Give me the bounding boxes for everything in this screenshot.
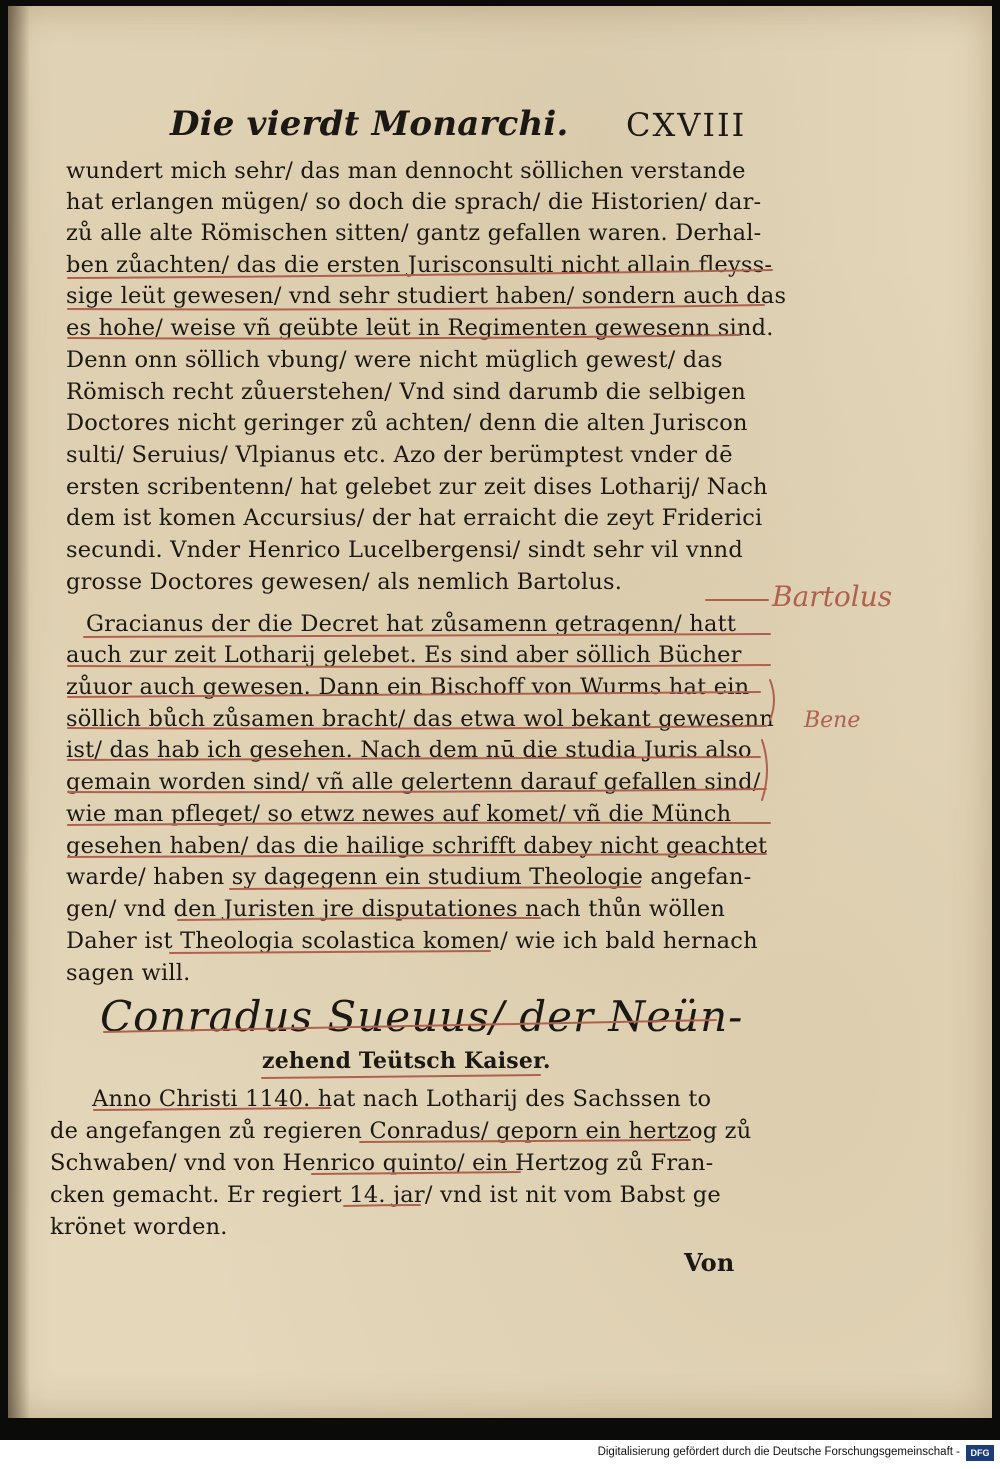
body-line: söllich bůch zůsamen bracht/ das etwa wol bekant gewesenn xyxy=(66,706,774,732)
section-heading-title: Conradus Sueuus/ der Neün- xyxy=(100,992,744,1041)
body-line: hat erlangen mügen/ so doch die sprach/ die Historien/ dar- xyxy=(66,189,762,215)
body-line: Doctores nicht geringer zů achten/ denn die alten Juriscon xyxy=(66,410,748,436)
section-line: krönet worden. xyxy=(50,1214,228,1240)
body-line: auch zur zeit Lotharij gelebet. Es sind aber söllich Bücher xyxy=(66,642,742,668)
page-gutter-shadow xyxy=(8,6,30,1418)
body-line: wundert mich sehr/ das man dennocht söllichen verstande xyxy=(66,158,746,184)
body-line: wie man pfleget/ so etwz newes auf komet/ vñ die Münch xyxy=(66,801,732,827)
body-line: sige leüt gewesen/ vnd sehr studiert haben/ sondern auch das xyxy=(66,283,787,309)
section-line: Anno Christi 1140. hat nach Lotharij des Sachssen to xyxy=(92,1086,712,1112)
body-line: grosse Doctores gewesen/ als nemlich Bartolus. xyxy=(66,569,623,595)
body-line: gen/ vnd den Juristen jre disputationes nach thůn wöllen xyxy=(66,896,726,922)
body-line: Daher ist Theologia scolastica komen/ wie ich bald hernach xyxy=(66,928,758,954)
section-line: de angefangen zů regieren Conradus/ geporn ein hertzog zů xyxy=(50,1118,752,1144)
funding-credit: Digitalisierung gefördert durch die Deutsche Forschungsgemeinschaft - xyxy=(597,1446,960,1458)
digitization-footer xyxy=(0,1440,1000,1469)
body-line: es hohe/ weise vñ geübte leüt in Regimenten gewesenn sind. xyxy=(66,315,774,341)
body-line: zůuor auch gewesen. Dann ein Bischoff von Wurms hat ein xyxy=(66,674,750,700)
body-line: Gracianus der die Decret hat zůsamenn getragenn/ hatt xyxy=(86,611,737,637)
body-line: ist/ das hab ich gesehen. Nach dem nū die studia Juris also xyxy=(66,737,752,763)
body-line: gesehen haben/ das die hailige schrifft dabey nicht geachtet xyxy=(66,833,768,859)
marginal-note-bene: Bene xyxy=(804,708,861,733)
body-line: sagen will. xyxy=(66,960,191,986)
section-heading-subtitle: zehend Teütsch Kaiser. xyxy=(262,1048,551,1074)
catchword: Von xyxy=(684,1248,735,1277)
section-line: cken gemacht. Er regiert 14. jar/ vnd ist nit vom Babst ge xyxy=(50,1182,721,1208)
body-line: zů alle alte Römischen sitten/ gantz gefallen waren. Derhal- xyxy=(66,220,762,246)
running-head-title: Die vierdt Monarchi. xyxy=(170,104,569,144)
body-line: Römisch recht zůuerstehen/ Vnd sind darumb die selbigen xyxy=(66,379,746,405)
body-line: ben zůachten/ das die ersten Jurisconsulti nicht allain fleyss- xyxy=(66,252,773,278)
folio-number: CXVIII xyxy=(626,106,747,144)
dfg-logo: DFG xyxy=(966,1445,994,1461)
body-line: sulti/ Seruius/ Vlpianus etc. Azo der berümptest vnder dē xyxy=(66,442,733,468)
body-line: gemain worden sind/ vñ alle gelertenn darauf gefallen sind/ xyxy=(66,769,761,795)
body-line: secundi. Vnder Henrico Lucelbergensi/ sindt sehr vil vnnd xyxy=(66,537,743,563)
marginal-note-bartolus: Bartolus xyxy=(772,580,893,613)
section-line: Schwaben/ vnd von Henrico quinto/ ein Hertzog zů Fran- xyxy=(50,1150,714,1176)
body-line: Denn onn söllich vbung/ were nicht müglich gewest/ das xyxy=(66,347,723,373)
body-line: warde/ haben sy dagegenn ein studium Theologie angefan- xyxy=(66,864,752,890)
body-line: dem ist komen Accursius/ der hat erraicht die zeyt Friderici xyxy=(66,505,763,531)
body-line: ersten scribentenn/ hat gelebet zur zeit dises Lotharij/ Nach xyxy=(66,474,768,500)
